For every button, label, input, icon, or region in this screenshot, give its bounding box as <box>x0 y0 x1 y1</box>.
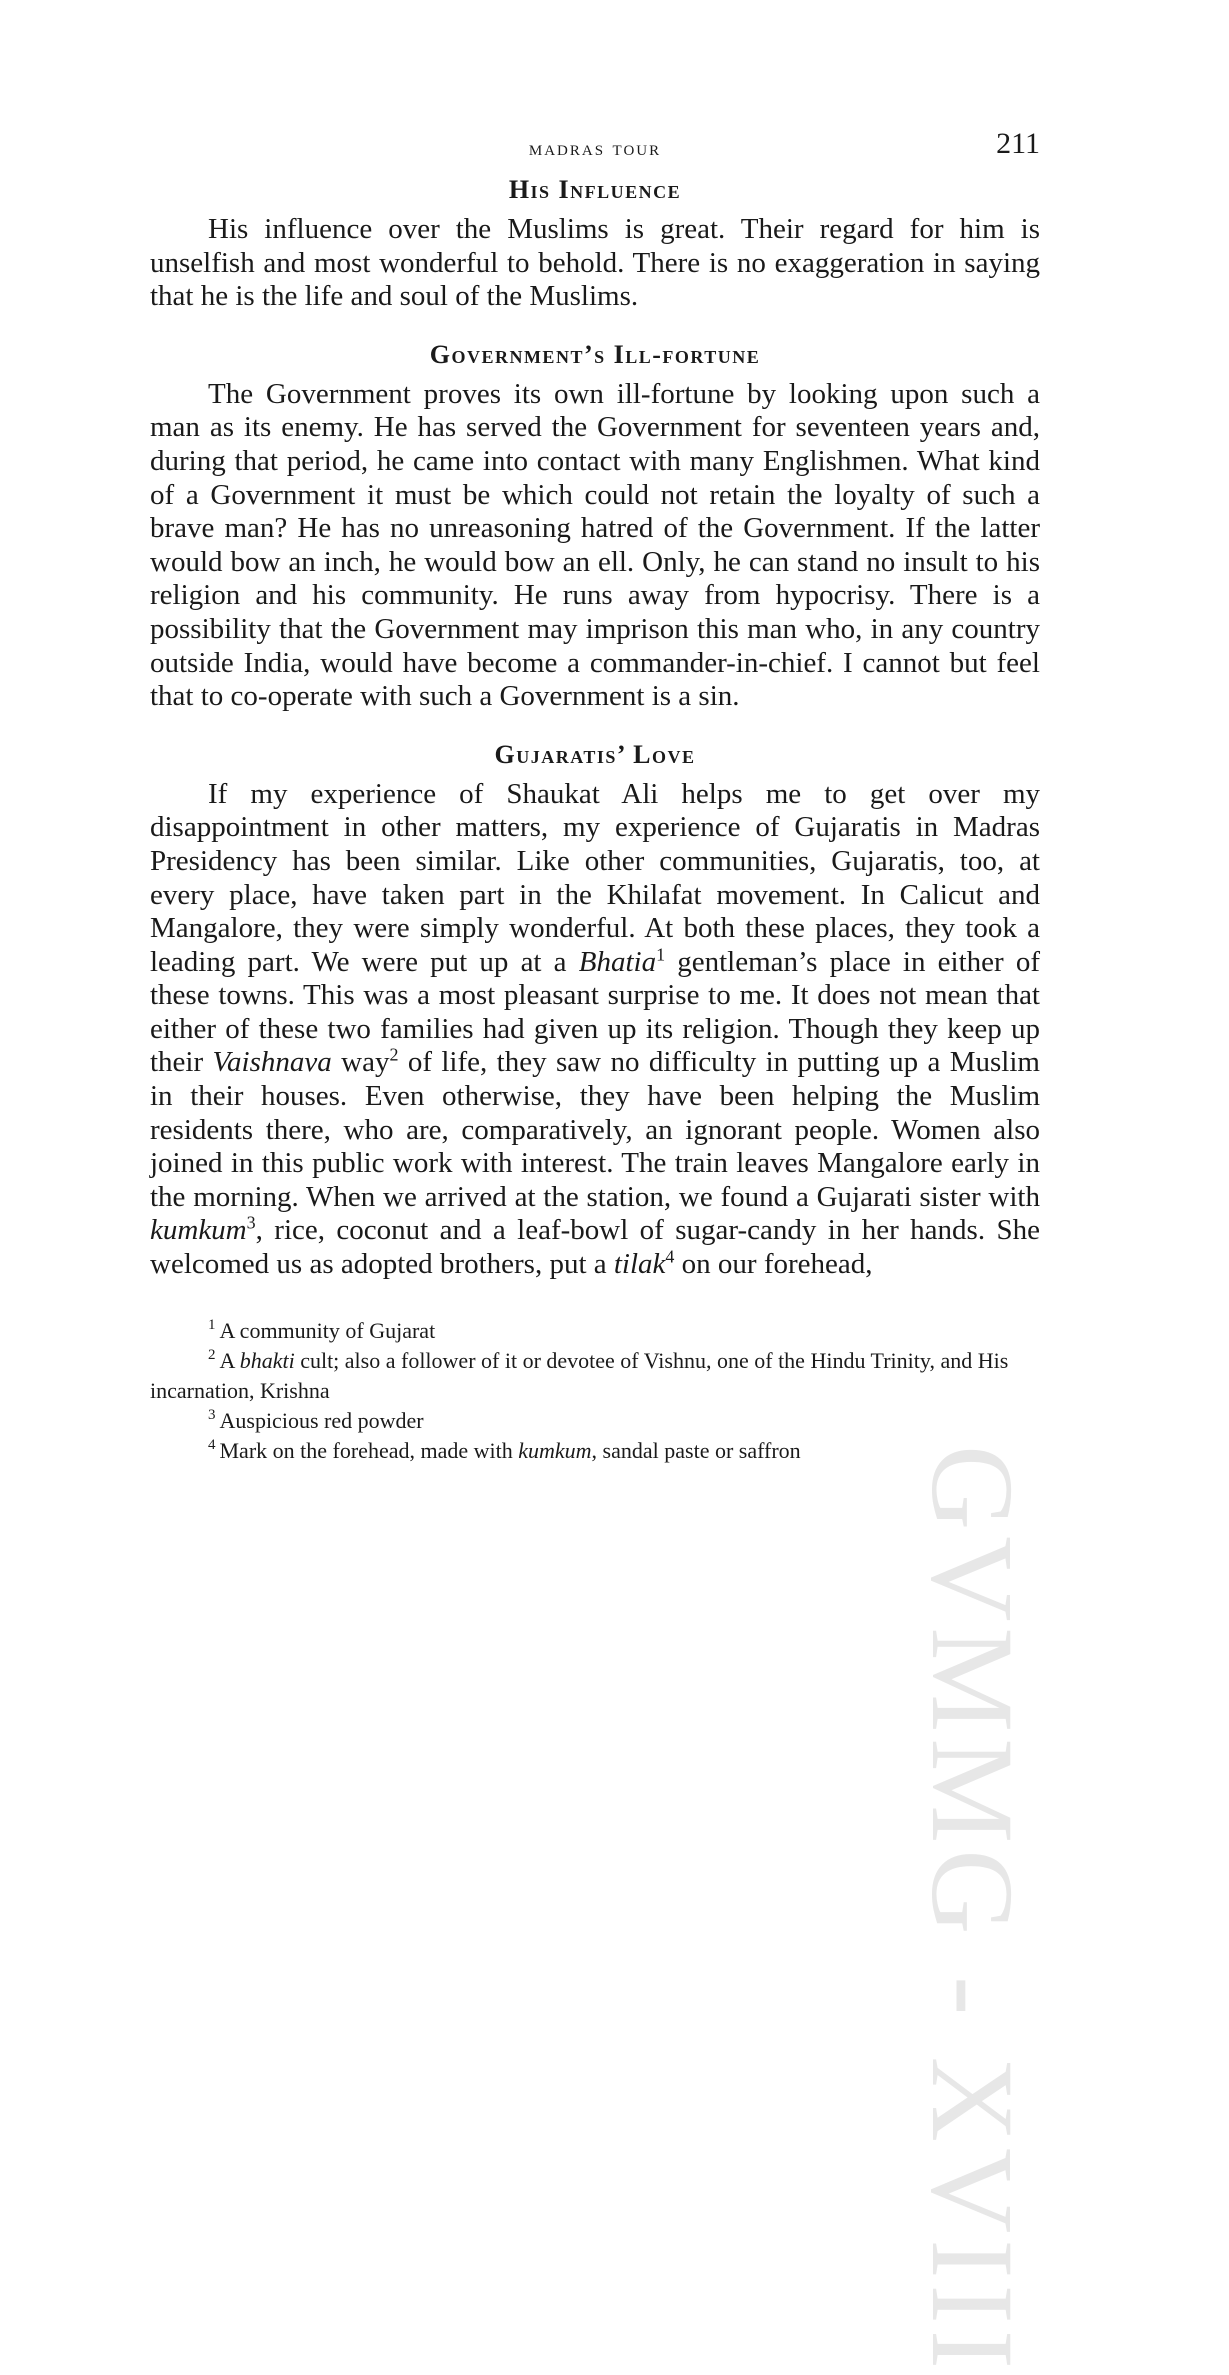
footnote-ref-2: 2 <box>389 1044 399 1065</box>
paragraph-his-influence: His influence over the Muslims is great. Their regard for him is unselfish and most wonderful to behold. There is no exaggeration in saying that he is the life and soul of the Muslims. <box>150 213 1040 313</box>
footnote-ref-1: 1 <box>656 944 666 965</box>
footnote-text: A community of Gujarat <box>219 1317 436 1343</box>
paragraph-government-ill-fortune: The Government proves its own ill-fortune by looking upon such a man as its enemy. He has served the Government for seventeen years and, during that period, he came into contact with many Englishmen. What kind of a Government it must be which could not retain the loyalty of such a brave man? He has no unreasoning hatred of the Government. If the latter would bow an inch, he would bow an ell. Only, he can stand no insult to his religion and his community. He runs away from hypocrisy. There is a possibility that the Government may imprison this man who, in any country outside India, would have become a commander-in-chief. I cannot but feel that to co-operate with such a Government is a sin. <box>150 377 1040 713</box>
text-run: on our forehead, <box>674 1248 873 1281</box>
section-heading-government-ill-fortune: Government’s Ill-fortune <box>429 339 761 369</box>
page-content <box>150 125 1040 1466</box>
italic-term-tilak: tilak <box>613 1248 666 1281</box>
footnote-marker: 4 <box>208 1437 216 1454</box>
text-run: of life, they saw no difficulty in putting up a Muslim in their houses. Even otherwise, they have been helping the Muslim residents there, who are, comparatively, an ignorant people. Women also joined in this public work with interest. The train leaves Mangalore early in the morning. When we arrived at the station, we found a Gujarati sister with <box>150 1046 1040 1213</box>
watermark: GVMMG - XVIII <box>907 1445 1038 2375</box>
italic-term-bhatia: Bhatia <box>578 945 657 978</box>
footnote-marker: 3 <box>208 1407 216 1424</box>
footnote-marker: 1 <box>208 1317 216 1334</box>
running-title: madras tour <box>528 135 662 160</box>
text-run: , rice, coconut and a leaf-bowl of sugar-candy in her hands. She welcomed us as adopted brothers, put a <box>150 1214 1040 1281</box>
running-head <box>150 125 1040 165</box>
footnote-italic-term: bhakti <box>239 1347 295 1373</box>
italic-term-kumkum: kumkum <box>150 1214 247 1247</box>
text-run: If my experience of Shaukat Ali helps me to get over my disappointment in other matters, my experience of Gujaratis in Madras Presidency has been similar. Like other communities, Gujaratis, too, at every place, have taken part in the Khilafat movement. In Calicut and Mangalore, they were simply wonderful. At both these places, they took a leading part. We were put up at a <box>150 777 1040 978</box>
paragraph-gujaratis-love <box>150 778 1040 1282</box>
footnote-text: A <box>219 1347 240 1373</box>
section-heading-gujaratis-love: Gujaratis’ Love <box>494 739 696 769</box>
text-run: gentleman’s place in either of these towns. This was a most pleasant surprise to me. It does not mean that either of these two families had given up its religion. Though they keep up their <box>150 945 1041 1079</box>
footnote-text: Auspicious red powder <box>219 1407 424 1433</box>
footnote-marker: 2 <box>208 1347 216 1364</box>
footnote-2 <box>150 1346 1040 1406</box>
text-run: way <box>331 1046 390 1079</box>
italic-term-vaishnava: Vaishnava <box>212 1046 332 1079</box>
page-number: 211 <box>996 127 1040 160</box>
footnote-4 <box>150 1436 1040 1466</box>
footnote-italic-term: kumkum <box>518 1437 592 1463</box>
footnote-text: Mark on the forehead, made with <box>219 1437 519 1463</box>
footnote-text: , sandal paste or saffron <box>591 1437 801 1463</box>
footnote-text: cult; also a follower of it or devotee of Vishnu, one of the Hindu Trinity, and His incarnation, Krishna <box>150 1347 1009 1403</box>
footnote-ref-4: 4 <box>665 1246 675 1267</box>
footnote-ref-3: 3 <box>246 1212 256 1233</box>
footnote-3 <box>150 1406 1040 1436</box>
footnotes <box>150 1316 1040 1466</box>
footnote-1 <box>150 1316 1040 1346</box>
section-heading-his-influence: His Influence <box>508 175 682 204</box>
